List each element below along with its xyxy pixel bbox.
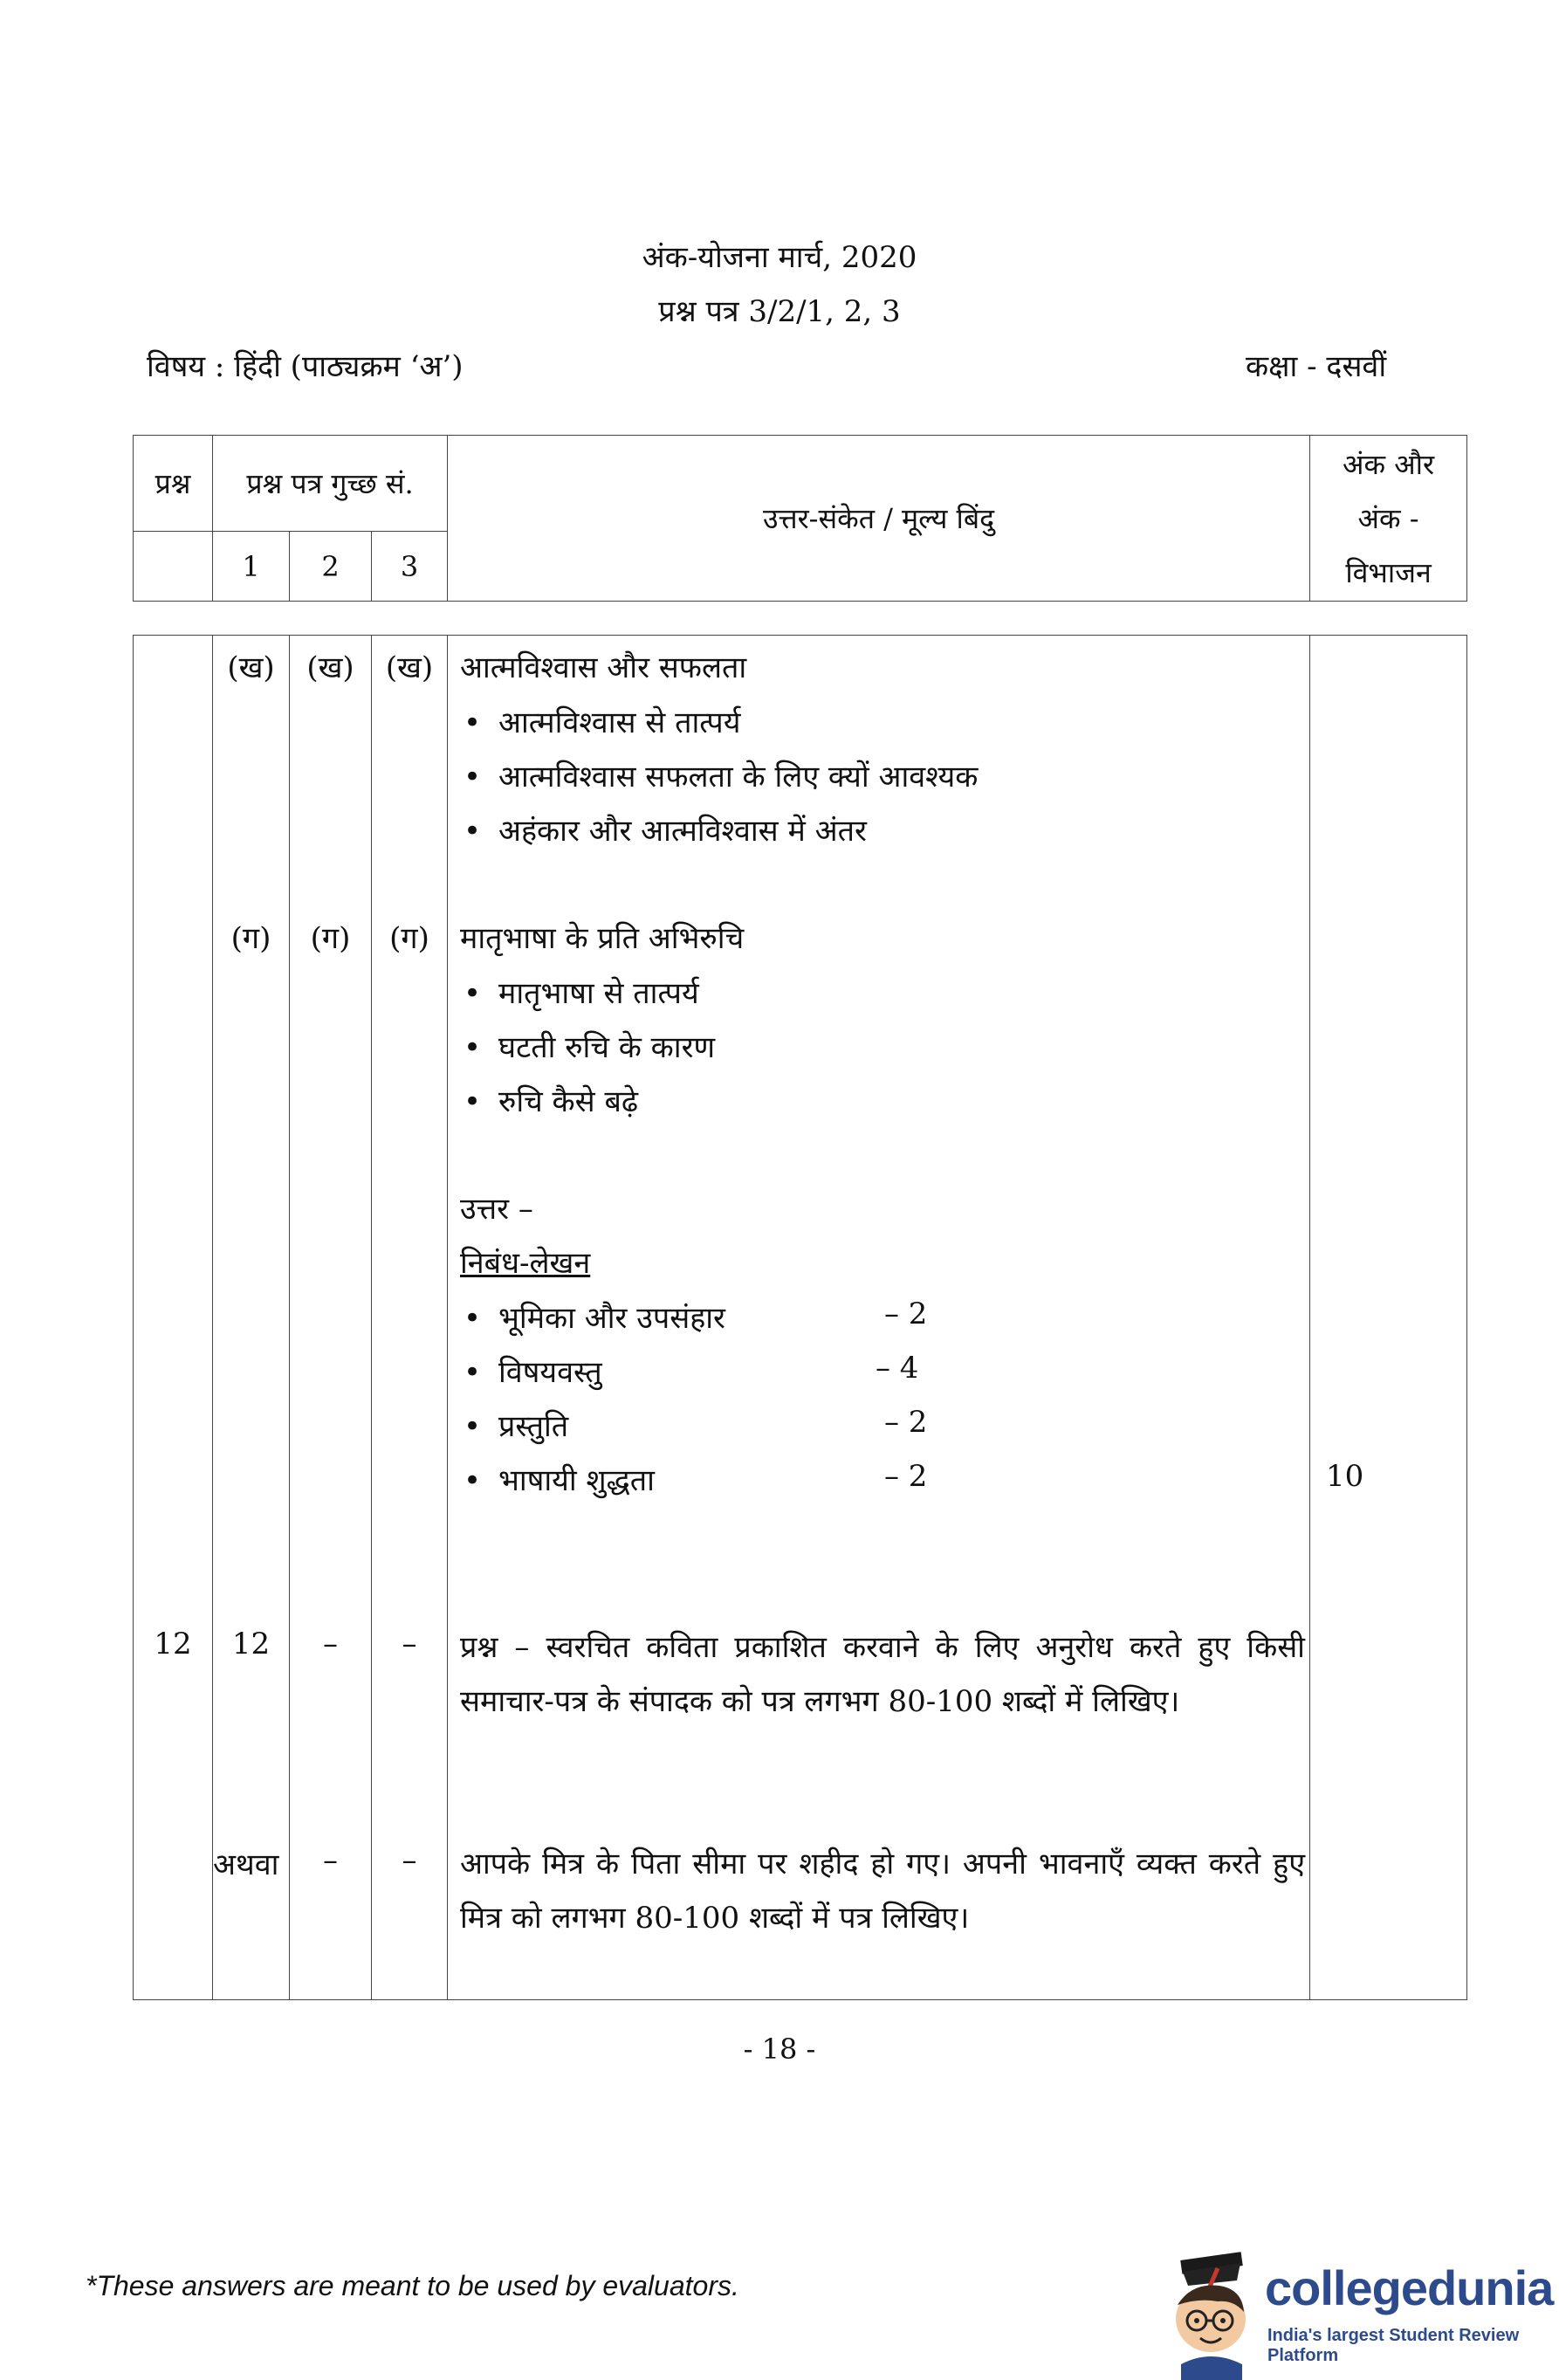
hint-cell <box>448 636 1310 2000</box>
answer-table <box>133 635 1467 2000</box>
header-table <box>133 435 1467 602</box>
alternate-question-text: आपके मित्र के पिता सीमा पर शहीद हो गए। अपनी भावनाएँ व्यक्त करते हुए मित्र को लगभग 80-100 शब्दों में पत्र लिखिए। <box>460 1847 1305 1936</box>
essay-label: निबंध-लेखन <box>460 1246 591 1281</box>
option-label-ga: (ग) <box>310 921 351 956</box>
header-set-cell: प्रश्न पत्र गुच्छ सं. <box>213 436 448 532</box>
set-number: 1 <box>213 532 290 602</box>
set3-cell <box>372 636 448 2000</box>
header-question-cell: प्रश्न <box>134 436 213 532</box>
header-marks-line: विभाजन <box>1345 555 1432 589</box>
topic-point: • घटती रुचि के कारण <box>464 1026 715 1066</box>
athva-label: अथवा <box>213 1847 279 1882</box>
brand-name: collegedunia <box>1265 2260 1554 2315</box>
student-mascot-icon <box>1157 2251 1261 2380</box>
topic-point: • आत्मविश्वास से तात्पर्य <box>464 701 740 741</box>
class-label: कक्षा - दसवीं <box>1246 349 1387 384</box>
topic-point: • आत्मविश्वास सफलता के लिए क्यों आवश्यक <box>464 755 978 795</box>
brand-tagline: India's largest Student Review Platform <box>1267 2326 1520 2365</box>
dash-label: – <box>323 1843 338 1878</box>
option-label-ga: (ग) <box>389 921 429 956</box>
set1-cell <box>213 636 290 2000</box>
dash-label: – <box>402 1627 417 1661</box>
dash-label: – <box>402 1843 417 1878</box>
topic-point: • अहंकार और आत्मविश्वास में अंतर <box>464 809 867 850</box>
scheme-marks: – 2 <box>884 1405 928 1440</box>
page-number: - 18 - <box>743 2033 816 2066</box>
header-hint-cell: उत्तर-संकेत / मूल्य बिंदु <box>448 436 1310 602</box>
topic-title: मातृभाषा के प्रति अभिरुचि <box>460 921 745 956</box>
set-number: 3 <box>372 532 448 602</box>
scheme-item: • भाषायी शुद्धता <box>464 1459 655 1499</box>
option-label-kh: (ख) <box>306 650 354 685</box>
collegedunia-logo[interactable] <box>1157 2251 1559 2380</box>
topic-title: आत्मविश्वास और सफलता <box>460 650 747 685</box>
topic-point: • रुचि कैसे बढ़े <box>464 1080 638 1120</box>
scheme-item: • विषयवस्तु <box>464 1351 602 1391</box>
set2-cell <box>290 636 372 2000</box>
set-number: 2 <box>290 532 372 602</box>
scheme-marks: – 2 <box>884 1459 928 1494</box>
answer-label: उत्तर – <box>460 1192 533 1227</box>
question-number-cell <box>134 636 213 2000</box>
question-text: प्रश्न – स्वरचित कविता प्रकाशित करवाने के लिए अनुरोध करते हुए किसी समाचार-पत्र के संपादक को पत्र लगभग 80-100 शब्दों में लिखिए। <box>460 1630 1305 1719</box>
scheme-item: • भूमिका और उपसंहार <box>464 1297 725 1337</box>
scheme-item: • प्रस्तुति <box>464 1405 568 1445</box>
total-marks: 10 <box>1326 1459 1364 1494</box>
page-title: अंक-योजना मार्च, 2020 <box>642 240 917 275</box>
header-empty-cell <box>134 532 213 602</box>
dash-label: – <box>323 1627 338 1661</box>
header-marks-line: अंक और <box>1343 447 1435 481</box>
marks-cell <box>1310 636 1467 2000</box>
subject-label: विषय : हिंदी (पाठ्यक्रम ‘अ’) <box>147 349 464 384</box>
footnote: *These answers are meant to be used by evaluators. <box>86 2270 739 2301</box>
paper-code: प्रश्न पत्र 3/2/1, 2, 3 <box>658 294 901 329</box>
question-number: 12 <box>154 1627 192 1661</box>
topic-point: • मातृभाषा से तात्पर्य <box>464 972 699 1012</box>
scheme-marks: – 2 <box>884 1297 928 1331</box>
option-label-kh: (ख) <box>385 650 434 685</box>
header-marks-cell <box>1310 436 1467 602</box>
question-number-set1: 12 <box>231 1627 271 1661</box>
header-marks-line: अंक - <box>1357 501 1419 535</box>
option-label-kh: (ख) <box>227 650 275 685</box>
option-label-ga: (ग) <box>230 921 271 956</box>
scheme-marks: – 4 <box>876 1351 919 1386</box>
